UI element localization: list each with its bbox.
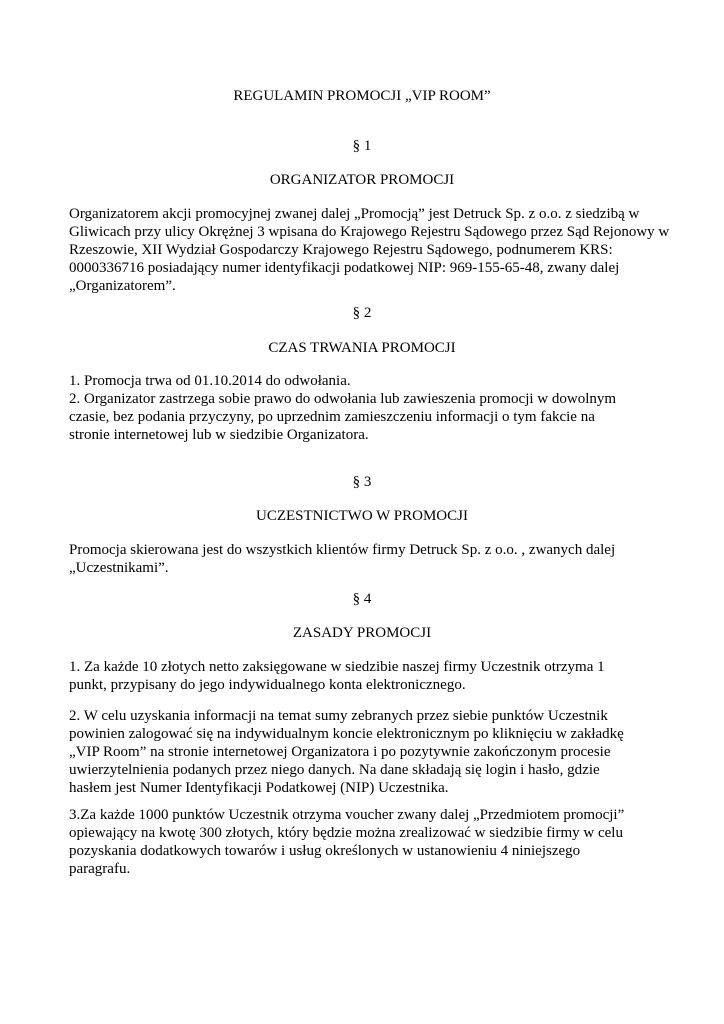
paragraph-line: Gliwicach przy ulicy Okrężnej 3 wpisana do Krajowego Rejestru Sądowego przez Sąd Rejonowy w: [69, 224, 670, 240]
paragraph-line: powinien zalogować się na indywidualnym koncie elektronicznym po kliknięciu w zakładkę: [69, 726, 624, 742]
paragraph-line: 1. Za każde 10 złotych netto zaksięgowane w siedzibie naszej firmy Uczestnik otrzyma 1: [69, 659, 605, 675]
paragraph-line: 2. Organizator zastrzega sobie prawo do odwołania lub zawieszenia promocji w dowolnym: [69, 391, 617, 407]
paragraph-line: hasłem jest Numer Identyfikacji Podatkowej (NIP) Uczestnika.: [69, 780, 449, 796]
section-3-number: § 3: [352, 474, 372, 490]
section-4-heading: ZASADY PROMOCJI: [292, 625, 432, 641]
paragraph-line: Organizatorem akcji promocyjnej zwanej dalej „Promocją” jest Detruck Sp. z o.o. z siedzibą w: [69, 206, 640, 222]
section-1-number: § 1: [352, 138, 372, 154]
paragraph-line: stronie internetowej lub w siedzibie Organizatora.: [69, 427, 369, 443]
paragraph-line: uwierzytelnienia podanych przez niego danych. Na dane składają się login i hasło, gdzie: [69, 762, 600, 778]
section-3-paragraph: [69, 541, 669, 577]
section-1-paragraph: [69, 205, 669, 295]
paragraph-line: 3.Za każde 1000 punktów Uczestnik otrzyma voucher zwany dalej „Przedmiotem promocji”: [69, 807, 625, 823]
paragraph-line: paragrafu.: [69, 861, 131, 877]
paragraph-line: czasie, bez podania przyczyny, po uprzednim zamieszczeniu informacji o tym fakcie na: [69, 409, 595, 425]
paragraph-line: punkt, przypisany do jego indywidualnego konta elektronicznego.: [69, 677, 466, 693]
section-3-heading: UCZESTNICTWO W PROMOCJI: [256, 508, 468, 524]
document-title: REGULAMIN PROMOCJI „VIP ROOM”: [233, 88, 491, 104]
section-2-heading: CZAS TRWANIA PROMOCJI: [268, 340, 456, 356]
paragraph-line: pozyskania dodatkowych towarów i usług określonych w ustanowieniu 4 niniejszego: [69, 843, 581, 859]
section-4-paragraph-3: [69, 806, 669, 878]
section-2-paragraph: [69, 372, 669, 444]
paragraph-line: opiewający na kwotę 300 złotych, który będzie można zrealizować w siedzibie firmy w celu: [69, 825, 623, 841]
paragraph-line: 1. Promocja trwa od 01.10.2014 do odwołania.: [69, 373, 351, 389]
paragraph-line: 0000336716 posiadający numer identyfikacji podatkowej NIP: 969-155-65-48, zwany dalej: [69, 260, 620, 276]
section-1-heading: ORGANIZATOR PROMOCJI: [269, 172, 455, 188]
section-2-number: § 2: [352, 305, 372, 321]
paragraph-line: Promocja skierowana jest do wszystkich klientów firmy Detruck Sp. z o.o. , zwanych dalej: [69, 542, 616, 558]
section-4-number: § 4: [352, 591, 372, 607]
section-4-paragraph-1: [69, 658, 669, 694]
section-4-paragraph-2: [69, 707, 669, 797]
paragraph-line: „Organizatorem”.: [69, 278, 176, 294]
paragraph-line: 2. W celu uzyskania informacji na temat sumy zebranych przez siebie punktów Uczestnik: [69, 708, 608, 724]
paragraph-line: „VIP Room” na stronie internetowej Organizatora i po pozytywnie zakończonym procesie: [69, 744, 611, 760]
paragraph-line: Rzeszowie, XII Wydział Gospodarczy Krajowego Rejestru Sądowego, podnumerem KRS:: [69, 242, 613, 258]
paragraph-line: „Uczestnikami”.: [69, 560, 169, 576]
